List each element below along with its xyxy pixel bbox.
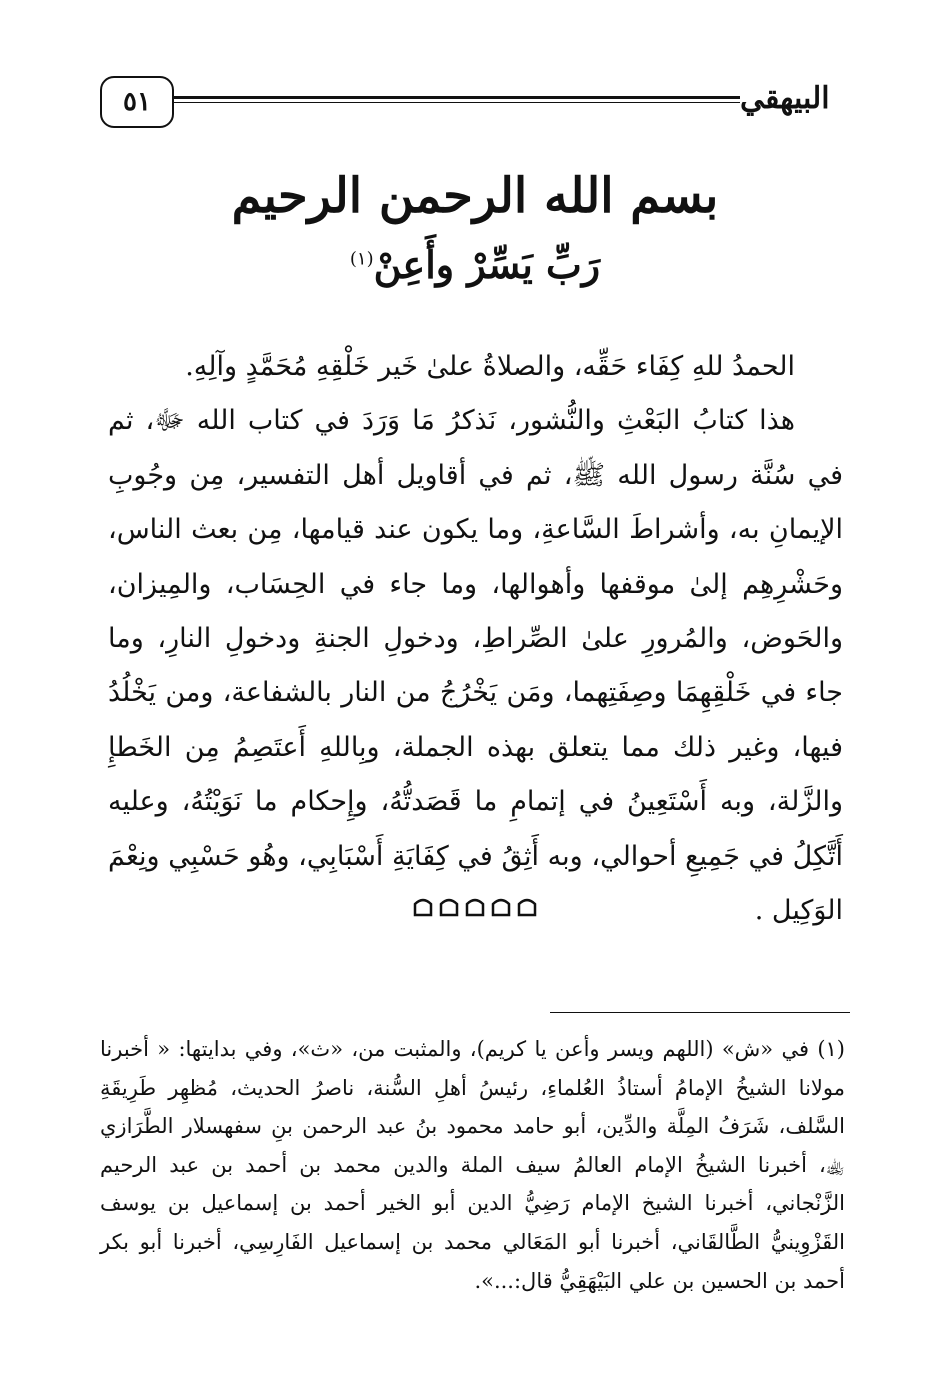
footnote	[100, 1030, 845, 1300]
page-number: ٥١	[100, 76, 174, 128]
opening-supplication	[0, 242, 950, 287]
footnote-separator	[550, 1012, 850, 1013]
paragraph-praise: الحمدُ للهِ كِفَاء حَقِّه، والصلاةُ علىٰ خَير خَلْقِهِ مُحَمَّدٍ وآلِهِ.	[185, 351, 795, 382]
ornament-glyph-4	[438, 895, 460, 917]
section-ornament	[0, 895, 950, 917]
ornament-glyph-2	[490, 895, 512, 917]
ornament-glyph-3	[464, 895, 486, 917]
running-title: البيهقي	[740, 80, 830, 116]
footnote-marker: (١)	[349, 248, 374, 270]
paragraph-introduction: هذا كتابُ البَعْثِ والنُّشور، نَذكرُ مَا وَرَدَ في كتاب الله ﷻ، ثم في سُنَّة رسول الله ﷺ، ثم في أقاويل أهل التفسير، مِن وجُوبِ الإيمانِ به، وأشراطَ السَّاعةِ، وما يكون عند قيامها، مِن بعث الناس، وحَشْرِهِم إلىٰ موقفها وأهوالها، وما جاء في الحِسَاب، والمِيزان، والحَوض، والمُرورِ علىٰ الصِّراطِ، ودخولِ الجنةِ ودخولِ النارِ، وما جاء في خَلْقِهِمَا وصِفَتِهما، ومَن يَخْرُجُ من النار بالشفاعة، ومن يَخْلُدُ فيها، وغير ذلك مما يتعلق بهذه الجملة، وبِاللهِ أَعتَصِمُ مِن الخَطإِ والزَّلة، وبه أَسْتَعِينُ في إتمامِ ما قَصَدتُّهُ، وإِحكام ما نَوَيْتُهُ، وعليه أَتَّكِلُ في جَمِيعِ أحوالي، وبه أَثِقُ في كِفَايَةِ أَسْبَابِي، وهُو حَسْبِي ونِعْمَ الوَكِيل .	[108, 405, 843, 927]
supplication-text: رَبِّ يَسِّرْ وأَعِنْ	[373, 242, 601, 287]
footnote-1: (١) في «ش» (اللهم ويسر وأعن يا كريم)، والمثبت من، «ث»، وفي بدايتها: « أخبرنا مولانا الشيخُ الإمامُ أستاذُ العُلماءِ، رئيسُ أهلِ السُّنة، ناصرُ الحديث، مُظهِر طَرِيقَةِ السَّلف، شَرَفُ المِلَّة والدِّين، أبو حامد محمود بنُ عبد الرحمن بنِ سفهسلار الطَّرَازي ﵀، أخبرنا الشيخُ الإمام العالمُ سيف الملة والدين محمد بن أحمد بن عبد الرحيم الزَّنْجاني، أخبرنا الشيخ الإمام رَضِيُّ الدين أبو الخير أحمد بن إسماعيل بن يوسف القَزْوِينيُّ الطَّالقَاني، أخبرنا أبو المَعَالي محمد بن إسماعيل الفَارِسِي، أخبرنا أبو بكر أحمد بن الحسين بن علي البَيْهَقِيُّ قال:...».	[100, 1037, 846, 1293]
ornament-glyph-5	[412, 895, 434, 917]
main-text	[108, 340, 843, 938]
ornament-glyph-1	[516, 895, 538, 917]
page-header	[100, 70, 850, 130]
header-rule	[172, 96, 740, 103]
basmala-calligraphy: بسم الله الرحمن الرحيم	[231, 168, 719, 224]
